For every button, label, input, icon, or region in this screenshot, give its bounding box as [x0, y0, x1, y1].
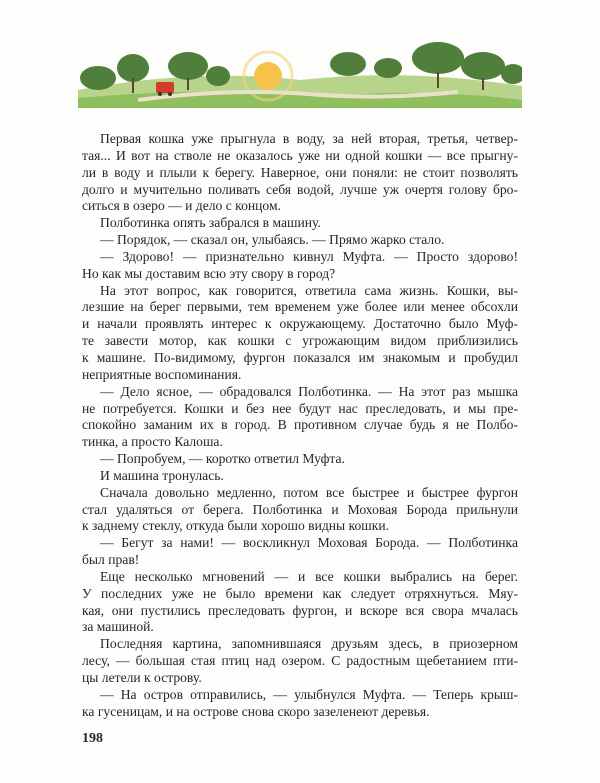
text-line: те завести мотор, как кошки с угрожающим видом приблизились — [82, 333, 518, 349]
text-line: спокойно заманим их в город. В противном случае будь я не Полбо- — [82, 417, 518, 433]
text-line: Полботинка опять забрался в машину. — [100, 215, 321, 231]
text-line: лесу, — большая стая птиц над озером. С радостным щебетанием пти- — [82, 653, 518, 669]
text-line: У последних уже не было времени как следует отряхнуться. Мяу- — [82, 585, 518, 601]
text-line: стал удаляться от берега. Полботинка и Моховая Борода прильнули — [82, 501, 518, 517]
sun-icon — [254, 62, 282, 90]
text-line: Сначала довольно медленно, потом все быстрее и быстрее фургон — [100, 484, 518, 500]
text-line: — Попробуем, — коротко ответил Муфта. — [100, 451, 345, 467]
text-line: — Дело ясное, — обрадовался Полботинка. — На этот раз мышка — [100, 383, 518, 399]
text-line: к машине. По-видимому, фургон показался им знакомым и пробудил — [82, 349, 518, 365]
text-line: Первая кошка уже прыгнула в воду, за ней вторая, третья, четвер- — [100, 131, 518, 146]
text-line: ли в воду и плыли к берегу. Наверное, они поняли: не стоит позволять — [82, 164, 518, 180]
text-line: долго и мучительно поливать себя водой, лучше уж очертя голову бро- — [82, 181, 518, 197]
body-text — [82, 131, 518, 721]
text-line: и начали проявлять интерес к окружающему. Достаточно было Муф- — [82, 316, 518, 332]
text-line: за машиной. — [82, 619, 154, 635]
text-line: ка гусеницам, и на острове снова скоро зазеленеют деревья. — [82, 703, 430, 719]
text-line: тая... И вот на стволе не оказалось уже ни одной кошки — все прыгну- — [82, 147, 518, 163]
text-line: — Бегут за нами! — воскликнул Моховая Борода. — Полботинка — [100, 535, 518, 551]
text-line: цы летели к острову. — [82, 670, 202, 685]
text-line: ситься в озеро — и дело с концом. — [82, 198, 281, 214]
text-line: лезшие на берег первыми, тем временем уже более или менее обсохли — [82, 299, 518, 315]
text-line: к заднему стеклу, откуда были хорошо видны кошки. — [82, 518, 390, 534]
text-line: — Порядок, — сказал он, улыбаясь. — Прямо жарко стало. — [100, 232, 445, 248]
text-line: неприятные воспоминания. — [82, 366, 242, 382]
text-line: тинка, а просто Калоша. — [82, 434, 223, 450]
text-line: был прав! — [82, 552, 140, 568]
page-number: 198 — [82, 731, 103, 746]
landscape-illustration — [78, 38, 522, 108]
text-line: Еще несколько мгновений — и все кошки выбрались на берег. — [100, 568, 518, 584]
text-line: — Здорово! — признательно кивнул Муфта. — Просто здорово! — [100, 248, 518, 264]
text-line: кая, они пустились преследовать фургон, и вскоре вся свора мчалась — [82, 602, 518, 618]
text-line: На этот вопрос, как говорится, ответила сама жизнь. Кошки, вы- — [100, 282, 518, 298]
text-line: Но как мы доставим всю эту свору в город? — [82, 265, 336, 281]
text-line: И машина тронулась. — [100, 467, 224, 483]
text-line: — На остров отправились, — улыбнулся Муфта. — Теперь крыш- — [100, 686, 518, 702]
text-line: Последняя картина, запомнившаяся друзьям здесь, в приозерном — [100, 636, 518, 652]
text-line: не потребуется. Кошки и без нее будут нас преследовать, и мы пре- — [82, 400, 518, 416]
